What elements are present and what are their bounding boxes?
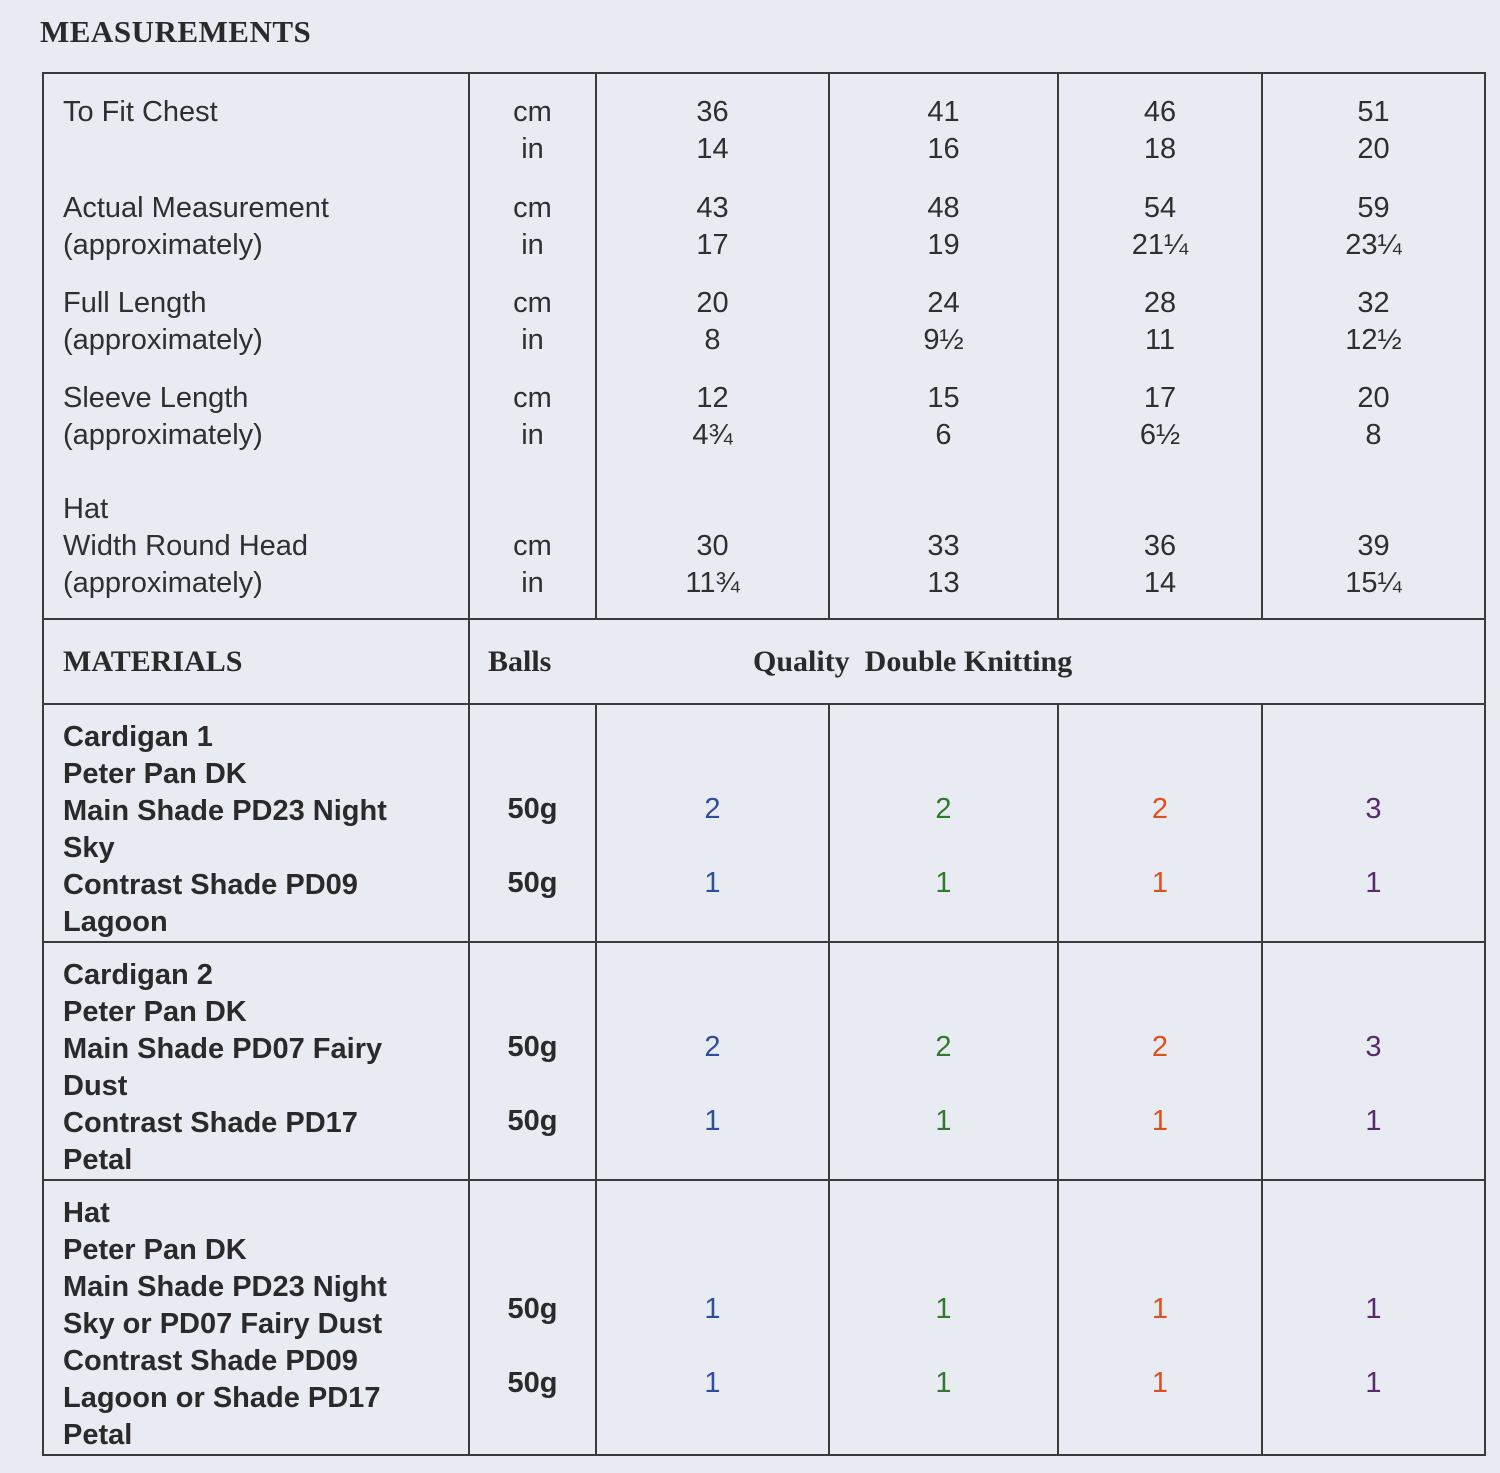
material-balls-cell [829,704,1058,942]
size-value-in: 15¼ [1345,567,1402,599]
measurement-label: Actual Measurement (approximately) [63,192,329,261]
material-balls-cell [1058,942,1262,1180]
size-value-in: 13 [927,567,960,599]
material-weight-cell [469,704,596,942]
ball-count: 2 [935,1031,952,1063]
size-value-in: 16 [927,133,960,165]
size-value-cm: 15 [927,382,960,414]
material-balls-cell [1262,942,1485,1180]
size-value-cell [1263,94,1484,168]
materials-title-cell [43,619,469,704]
size-value-in: 11¾ [685,567,740,599]
size-value-in: 6½ [1139,419,1181,451]
ball-count: 1 [704,867,721,899]
size-value-cell [1263,491,1484,602]
size-value-in: 17 [696,229,729,261]
unit-in: in [521,133,544,165]
size-value-in: 18 [1143,133,1177,165]
material-label [43,704,469,942]
measurement-label: Hat Width Round Head (approximately) [63,493,309,599]
unit-cell [470,380,595,491]
size-value-cell [830,94,1057,168]
size-value-cell [1059,491,1261,602]
material-balls-cell [829,1180,1058,1455]
material-label-text: Cardigan 1 Peter Pan DK Main Shade PD23 Night Sky Contrast Shade PD09 Lagoon [63,721,387,938]
material-balls-cell [1262,704,1485,942]
ball-count: 1 [1365,1367,1382,1399]
size-value-cm: 54 [1143,192,1177,224]
material-row [43,942,1485,1180]
size-value-cm: 24 [927,287,960,319]
material-balls-cell [829,942,1058,1180]
ball-count: 1 [1151,867,1169,899]
size-value-cell [830,491,1057,602]
measurement-label: Sleeve Length (approximately) [63,382,263,451]
size-value-cm: 30 [696,530,729,562]
ball-count: 1 [1365,1105,1382,1137]
size-value-cell [597,94,828,168]
size-value-cm: 46 [1143,96,1177,128]
unit-in: in [521,229,544,261]
material-weight: 50g [507,1031,558,1063]
size-value-cm: 33 [927,530,960,562]
materials-title: MATERIALS [63,644,243,678]
size-value-cell [597,285,828,380]
ball-count: 1 [935,1367,952,1399]
size-value-cell [830,285,1057,380]
unit-cell [470,94,595,168]
material-balls-cell [1058,1180,1262,1455]
unit-cell [470,285,595,380]
size-value-cm: 36 [1143,530,1177,562]
ball-count: 1 [704,1105,721,1137]
ball-count: 2 [1151,1031,1169,1063]
ball-count: 1 [1365,867,1382,899]
material-weight-cell [469,1180,596,1455]
size-value-in: 14 [696,133,729,165]
size-value-cell [597,190,828,285]
material-label [43,1180,469,1455]
measurements-block [43,73,1485,619]
material-weight: 50g [507,793,558,825]
measurements-materials-table [42,72,1486,1456]
material-label-text: Cardigan 2 Peter Pan DK Main Shade PD07 Fairy Dust Contrast Shade PD17 Petal [63,959,383,1176]
size-value-in: 14 [1143,567,1177,599]
size-value-cm: 28 [1143,287,1177,319]
size-value-cm: 59 [1357,192,1390,224]
size-value-cm: 20 [1357,382,1390,414]
measurement-label: Full Length (approximately) [63,287,263,356]
ball-count: 2 [704,793,721,825]
size-value-cell [1059,380,1261,491]
size-value-in: 4¾ [692,419,733,451]
material-balls-cell [596,942,829,1180]
ball-count: 1 [1151,1293,1169,1325]
unit-cm: cm [513,530,552,562]
ball-count: 3 [1365,1031,1382,1063]
unit-in: in [521,419,544,451]
size-value-cm: 51 [1357,96,1390,128]
unit-cell [470,190,595,285]
ball-count: 1 [1151,1367,1169,1399]
size-4-column [1262,73,1485,619]
size-value-cell [597,491,828,602]
unit-cm: cm [513,382,552,414]
materials-header-info [469,619,1485,704]
size-value-cm: 48 [927,192,960,224]
material-balls-cell [596,1180,829,1455]
size-value-in: 9½ [923,324,964,356]
material-label [43,942,469,1180]
measurement-labels [43,73,469,619]
material-weight-cell [469,942,596,1180]
size-value-cell [1059,285,1261,380]
size-value-cm: 41 [927,96,960,128]
material-weight: 50g [507,1293,558,1325]
ball-count: 2 [704,1031,721,1063]
size-value-in: 12½ [1345,324,1402,356]
size-value-in: 21¼ [1131,229,1189,261]
material-weight: 50g [507,867,558,899]
material-weight: 50g [507,1367,558,1399]
size-value-cell [1263,380,1484,491]
unit-cm: cm [513,287,552,319]
ball-count: 2 [1151,793,1169,825]
size-2-column [829,73,1058,619]
ball-count: 1 [935,1105,952,1137]
size-value-cell [830,380,1057,491]
ball-count: 2 [935,793,952,825]
unit-in: in [521,324,544,356]
size-value-cm: 32 [1357,287,1390,319]
ball-count: 1 [1365,1293,1382,1325]
material-row [43,1180,1485,1455]
size-value-cm: 20 [696,287,729,319]
unit-cell [470,491,595,602]
size-value-cell [1059,190,1261,285]
unit-cm: cm [513,96,552,128]
unit-column [469,73,596,619]
size-value-in: 20 [1357,133,1390,165]
material-balls-cell [1058,704,1262,942]
quality-label: Quality Double Knitting [753,644,1073,678]
size-value-in: 8 [704,324,721,356]
size-value-cell [1263,190,1484,285]
measurement-label: To Fit Chest [63,96,218,128]
ball-count: 1 [935,1293,952,1325]
ball-count: 1 [935,867,952,899]
size-value-in: 11 [1144,324,1176,356]
size-value-in: 19 [927,229,960,261]
size-value-in: 23¼ [1345,229,1402,261]
ball-count: 1 [704,1293,721,1325]
size-value-cm: 43 [696,192,729,224]
material-label-text: Hat Peter Pan DK Main Shade PD23 Night Sky or PD07 Fairy Dust Contrast Shade PD09 Lagoon or Shade PD17 Petal [63,1197,387,1451]
material-weight: 50g [507,1105,558,1137]
material-row [43,704,1485,942]
unit-cm: cm [513,192,552,224]
size-value-cell [830,190,1057,285]
materials-header-row [43,619,1485,704]
size-value-cm: 12 [696,382,729,414]
size-1-column [596,73,829,619]
size-value-cm: 17 [1143,382,1177,414]
size-value-in: 6 [935,419,952,451]
size-3-column [1058,73,1262,619]
size-value-cm: 36 [696,96,729,128]
ball-count: 3 [1365,793,1382,825]
material-balls-cell [1262,1180,1485,1455]
size-value-in: 8 [1365,419,1382,451]
size-value-cell [1059,94,1261,168]
unit-in: in [521,567,544,599]
measurements-heading: MEASUREMENTS [40,14,312,49]
size-value-cm: 39 [1357,530,1390,562]
balls-label: Balls [488,644,552,678]
ball-count: 1 [704,1367,721,1399]
ball-count: 1 [1151,1105,1169,1137]
size-value-cell [1263,285,1484,380]
size-value-cell [597,380,828,491]
material-balls-cell [596,704,829,942]
